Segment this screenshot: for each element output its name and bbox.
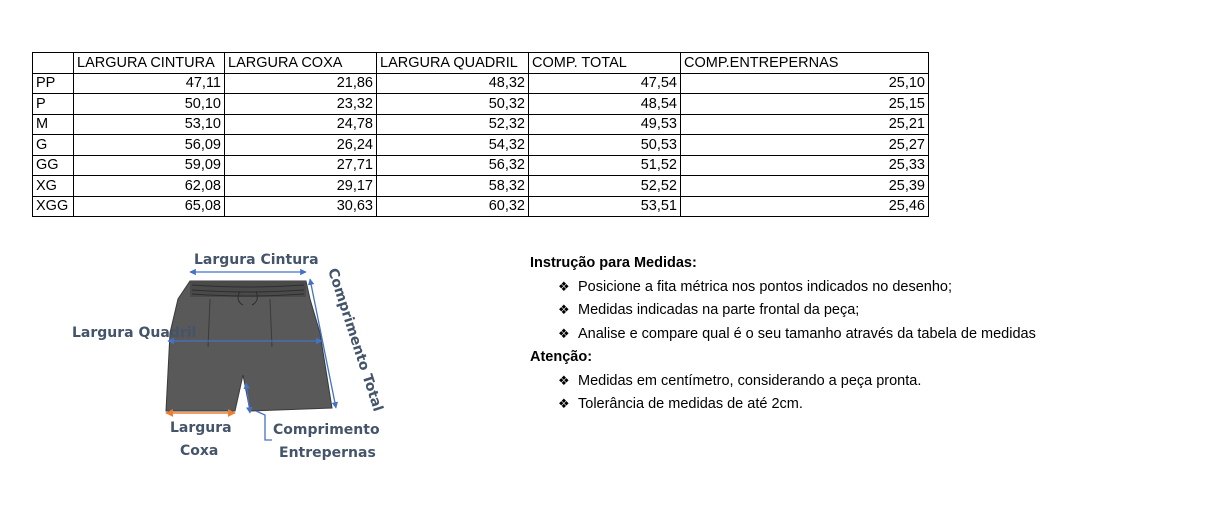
size-cell: XGG	[33, 196, 74, 217]
measurement-instructions	[530, 252, 1100, 417]
attention-text: Tolerância de medidas de até 2cm.	[578, 396, 803, 412]
size-cell: P	[33, 94, 74, 115]
table-cell: 50,53	[529, 135, 681, 156]
attention-heading: Atenção:	[530, 349, 593, 365]
table-cell: 21,86	[225, 73, 377, 94]
entrepernas-leader	[256, 411, 272, 440]
table-cell: 25,46	[681, 196, 929, 217]
table-cell: 58,32	[377, 176, 529, 197]
label-comprimento-total: Comprimento Total	[324, 266, 386, 414]
table-cell: 25,27	[681, 135, 929, 156]
table-row	[33, 114, 929, 135]
table-cell: 24,78	[225, 114, 377, 135]
bullet-icon: ❖	[558, 373, 570, 389]
table-row	[33, 155, 929, 176]
size-cell: PP	[33, 73, 74, 94]
table-cell: 47,11	[74, 73, 225, 94]
label-largura-coxa-1: Largura	[170, 420, 232, 436]
size-cell: XG	[33, 176, 74, 197]
table-cell: 54,32	[377, 135, 529, 156]
table-cell: 25,15	[681, 94, 929, 115]
size-cell: M	[33, 114, 74, 135]
table-cell: 50,10	[74, 94, 225, 115]
bullet-icon: ❖	[558, 326, 570, 342]
table-cell: 51,52	[529, 155, 681, 176]
instruction-text: Posicione a fita métrica nos pontos indicados no desenho;	[578, 278, 953, 295]
header-cell-largura-cintura: LARGURA CINTURA	[74, 53, 225, 74]
header-cell-comp-entrepernas: COMP.ENTREPERNAS	[681, 53, 929, 74]
size-cell: GG	[33, 155, 74, 176]
table-cell: 27,71	[225, 155, 377, 176]
size-table	[32, 52, 929, 217]
attention-item	[530, 393, 1100, 417]
label-comprimento-entrepernas-2: Entrepernas	[279, 445, 376, 461]
table-row	[33, 176, 929, 197]
header-cell-largura-quadril: LARGURA QUADRIL	[377, 53, 529, 74]
table-cell: 25,33	[681, 155, 929, 176]
table-cell: 25,39	[681, 176, 929, 197]
table-cell: 53,51	[529, 196, 681, 217]
label-largura-cintura: Largura Cintura	[194, 252, 319, 268]
instructions-heading: Instrução para Medidas:	[530, 255, 697, 271]
table-cell: 26,24	[225, 135, 377, 156]
instruction-item	[530, 276, 1100, 300]
table-header-row	[33, 53, 929, 74]
table-cell: 25,21	[681, 114, 929, 135]
table-cell: 62,08	[74, 176, 225, 197]
shorts-body	[166, 281, 332, 411]
table-cell: 48,32	[377, 73, 529, 94]
table-cell: 29,17	[225, 176, 377, 197]
bullet-icon: ❖	[558, 303, 570, 318]
table-row	[33, 196, 929, 217]
table-cell: 23,32	[225, 94, 377, 115]
table-cell: 56,32	[377, 155, 529, 176]
attention-item	[530, 370, 1100, 394]
instruction-text: Analise e compare qual é o seu tamanho através da tabela de medidas	[578, 325, 1036, 342]
size-cell: G	[33, 135, 74, 156]
header-cell-largura-coxa: LARGURA COXA	[225, 53, 377, 74]
table-row	[33, 73, 929, 94]
bullet-icon: ❖	[558, 397, 570, 412]
header-cell-size	[33, 53, 74, 74]
table-cell: 25,10	[681, 73, 929, 94]
table-cell: 49,53	[529, 114, 681, 135]
attention-text: Medidas em centímetro, considerando a peça pronta.	[578, 372, 922, 389]
instruction-item	[530, 299, 1100, 323]
label-comprimento-entrepernas-1: Comprimento	[273, 422, 380, 438]
table-cell: 50,32	[377, 94, 529, 115]
table-cell: 53,10	[74, 114, 225, 135]
table-cell: 52,32	[377, 114, 529, 135]
table-cell: 60,32	[377, 196, 529, 217]
table-cell: 47,54	[529, 73, 681, 94]
table-cell: 59,09	[74, 155, 225, 176]
table-cell: 48,54	[529, 94, 681, 115]
table-row	[33, 94, 929, 115]
table-cell: 56,09	[74, 135, 225, 156]
instruction-item	[530, 323, 1100, 347]
table-row	[33, 135, 929, 156]
shorts-measurement-diagram	[60, 243, 400, 473]
label-largura-quadril: Largura Quadril	[72, 325, 197, 341]
shorts-illustration	[166, 281, 332, 411]
label-largura-coxa-2: Coxa	[180, 443, 219, 459]
table-cell: 30,63	[225, 196, 377, 217]
bullet-icon: ❖	[558, 279, 570, 295]
instruction-text: Medidas indicadas na parte frontal da peça;	[578, 302, 860, 318]
table-cell: 65,08	[74, 196, 225, 217]
table-cell: 52,52	[529, 176, 681, 197]
header-cell-comp-total: COMP. TOTAL	[529, 53, 681, 74]
